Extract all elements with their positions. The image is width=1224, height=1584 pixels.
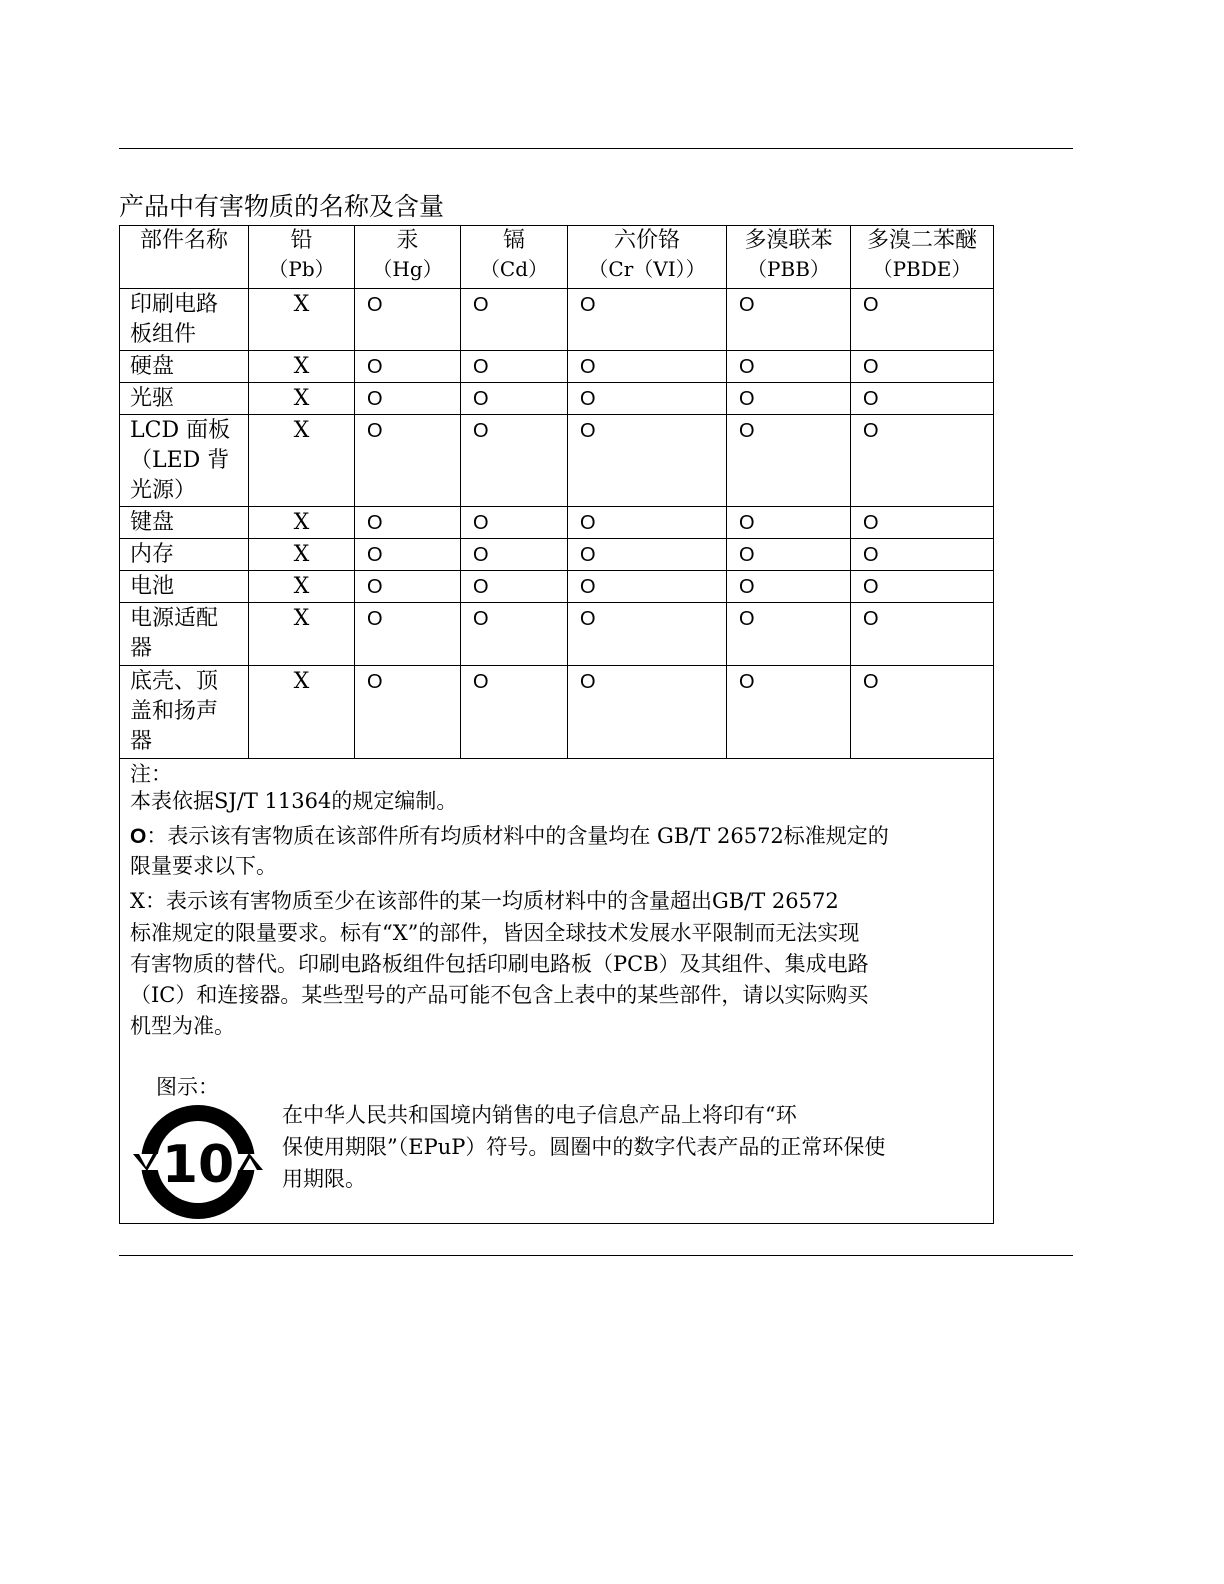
table-row: [120, 539, 994, 571]
substance-value-cell: O: [355, 507, 461, 539]
substance-value-cell: O: [355, 351, 461, 383]
substance-value-cell: O: [355, 603, 461, 666]
part-name-cell: [120, 415, 249, 507]
substance-value-cell: O: [851, 603, 994, 666]
page-title: 产品中有害物质的名称及含量: [119, 192, 445, 221]
bottom-rule: [119, 1255, 1073, 1256]
table-row: [120, 351, 994, 383]
part-name-line: 电源适配: [130, 606, 219, 631]
notes-line: 本表依据SJ/T 11364的规定编制。: [130, 789, 458, 813]
substance-value-cell: O: [461, 571, 568, 603]
table-row: [120, 666, 994, 759]
top-rule: [119, 148, 1073, 149]
notes-x-line-5: 机型为准。: [130, 1014, 235, 1038]
substance-value-cell: O: [851, 571, 994, 603]
substance-value-cell: X: [249, 539, 355, 571]
header-chromium: 六价铬 （Cr（VI））: [568, 226, 727, 289]
substance-value-cell: O: [355, 289, 461, 351]
part-name-cell: [120, 507, 249, 539]
legend-line-1: 在中华人民共和国境内销售的电子信息产品上将印有“环: [282, 1103, 797, 1127]
part-name-line: （LED 背: [130, 448, 230, 473]
part-name-line: 光驱: [130, 386, 175, 411]
substance-value-cell: O: [355, 539, 461, 571]
substance-value-cell: O: [355, 571, 461, 603]
part-name-line: 板组件: [130, 322, 197, 347]
header-pbb: 多溴联苯 （PBB）: [727, 226, 851, 289]
substance-value-cell: O: [851, 351, 994, 383]
substance-value-cell: O: [461, 666, 568, 759]
substance-value-cell: O: [727, 507, 851, 539]
notes-o-text: ：表示该有害物质在该部件所有均质材料中的含量均在 GB/T 26572标准规定的: [146, 824, 889, 848]
notes-cell: [120, 759, 994, 1224]
substance-value-cell: O: [568, 539, 727, 571]
substance-value-cell: O: [727, 351, 851, 383]
part-name-cell: [120, 603, 249, 666]
part-name-line: 器: [130, 729, 153, 754]
notes-x-line-1: X：表示该有害物质至少在该部件的某一均质材料中的含量超出GB/T 26572: [130, 889, 839, 913]
substance-value-cell: O: [355, 666, 461, 759]
substance-value-cell: O: [568, 351, 727, 383]
header-cadmium: 镉 （Cd）: [461, 226, 568, 289]
part-name-cell: [120, 383, 249, 415]
part-name-line: 光源）: [130, 478, 197, 503]
part-name-cell: [120, 289, 249, 351]
part-name-line: 器: [130, 636, 153, 661]
header-mercury: 汞 （Hg）: [355, 226, 461, 289]
substance-value-cell: O: [568, 603, 727, 666]
legend-label: 图示：: [156, 1075, 219, 1099]
part-name-line: 电池: [130, 574, 175, 599]
logo-number: 10: [161, 1135, 235, 1195]
part-name-line: 键盘: [130, 510, 175, 535]
part-name-cell: [120, 351, 249, 383]
notes-o-line: [130, 821, 889, 852]
substance-value-cell: O: [461, 603, 568, 666]
table-row: [120, 383, 994, 415]
substance-value-cell: O: [355, 383, 461, 415]
substance-value-cell: X: [249, 415, 355, 507]
substance-value-cell: O: [851, 507, 994, 539]
notes-x-line-3: 有害物质的替代。印刷电路板组件包括印刷电路板（PCB）及其组件、集成电路: [130, 952, 869, 976]
substance-value-cell: O: [851, 383, 994, 415]
table-row: [120, 507, 994, 539]
substance-value-cell: O: [727, 539, 851, 571]
o-symbol: O: [130, 825, 147, 848]
substance-value-cell: O: [568, 415, 727, 507]
substance-value-cell: O: [727, 383, 851, 415]
notes-x-line-2: 标准规定的限量要求。标有“X”的部件，皆因全球技术发展水平限制而无法实现: [130, 921, 860, 945]
substance-value-cell: O: [568, 383, 727, 415]
substance-value-cell: O: [851, 289, 994, 351]
substance-value-cell: O: [461, 383, 568, 415]
substance-value-cell: X: [249, 383, 355, 415]
part-name-cell: [120, 539, 249, 571]
notes-o-line-2: 限量要求以下。: [130, 854, 277, 878]
notes-row: [120, 759, 994, 1224]
substance-value-cell: X: [249, 507, 355, 539]
legend-line-3: 用期限。: [282, 1167, 366, 1191]
table-header-row: [120, 226, 994, 289]
substance-value-cell: X: [249, 603, 355, 666]
part-name-line: 印刷电路: [130, 292, 219, 317]
substance-value-cell: O: [851, 415, 994, 507]
substance-value-cell: O: [727, 571, 851, 603]
substance-value-cell: O: [461, 351, 568, 383]
substance-value-cell: O: [355, 415, 461, 507]
header-pbde: 多溴二苯醚 （PBDE）: [851, 226, 994, 289]
substance-value-cell: X: [249, 289, 355, 351]
substance-value-cell: O: [461, 415, 568, 507]
substance-value-cell: O: [851, 539, 994, 571]
substance-value-cell: O: [568, 289, 727, 351]
substance-value-cell: X: [249, 666, 355, 759]
substance-value-cell: O: [851, 666, 994, 759]
substance-value-cell: O: [727, 289, 851, 351]
table-row: [120, 415, 994, 507]
notes-label: 注：: [130, 762, 172, 786]
substance-value-cell: X: [249, 351, 355, 383]
part-name-line: 盖和扬声: [130, 699, 219, 724]
header-part-name: 部件名称: [120, 226, 249, 289]
part-name-line: LCD 面板: [130, 418, 231, 443]
part-name-line: 底壳、顶: [130, 669, 219, 694]
substance-value-cell: O: [461, 289, 568, 351]
substance-value-cell: O: [727, 666, 851, 759]
legend-line-2: 保使用期限”（EPuP）符号。圆圈中的数字代表产品的正常环保使: [282, 1135, 886, 1159]
substance-value-cell: O: [568, 507, 727, 539]
header-lead: 铅 （Pb）: [249, 226, 355, 289]
table-row: [120, 571, 994, 603]
substance-value-cell: X: [249, 571, 355, 603]
substance-value-cell: O: [568, 571, 727, 603]
part-name-line: 内存: [130, 542, 175, 567]
table-row: [120, 289, 994, 351]
substance-value-cell: O: [461, 507, 568, 539]
epup-10-icon: [131, 1103, 265, 1221]
substance-value-cell: O: [568, 666, 727, 759]
notes-x-line-4: （IC）和连接器。某些型号的产品可能不包含上表中的某些部件，请以实际购买: [130, 983, 869, 1007]
part-name-line: 硬盘: [130, 354, 175, 379]
substance-value-cell: O: [461, 539, 568, 571]
table-row: [120, 603, 994, 666]
substance-value-cell: O: [727, 603, 851, 666]
part-name-cell: [120, 571, 249, 603]
part-name-cell: [120, 666, 249, 759]
hazardous-substances-table: [119, 225, 994, 1224]
substance-value-cell: O: [727, 415, 851, 507]
